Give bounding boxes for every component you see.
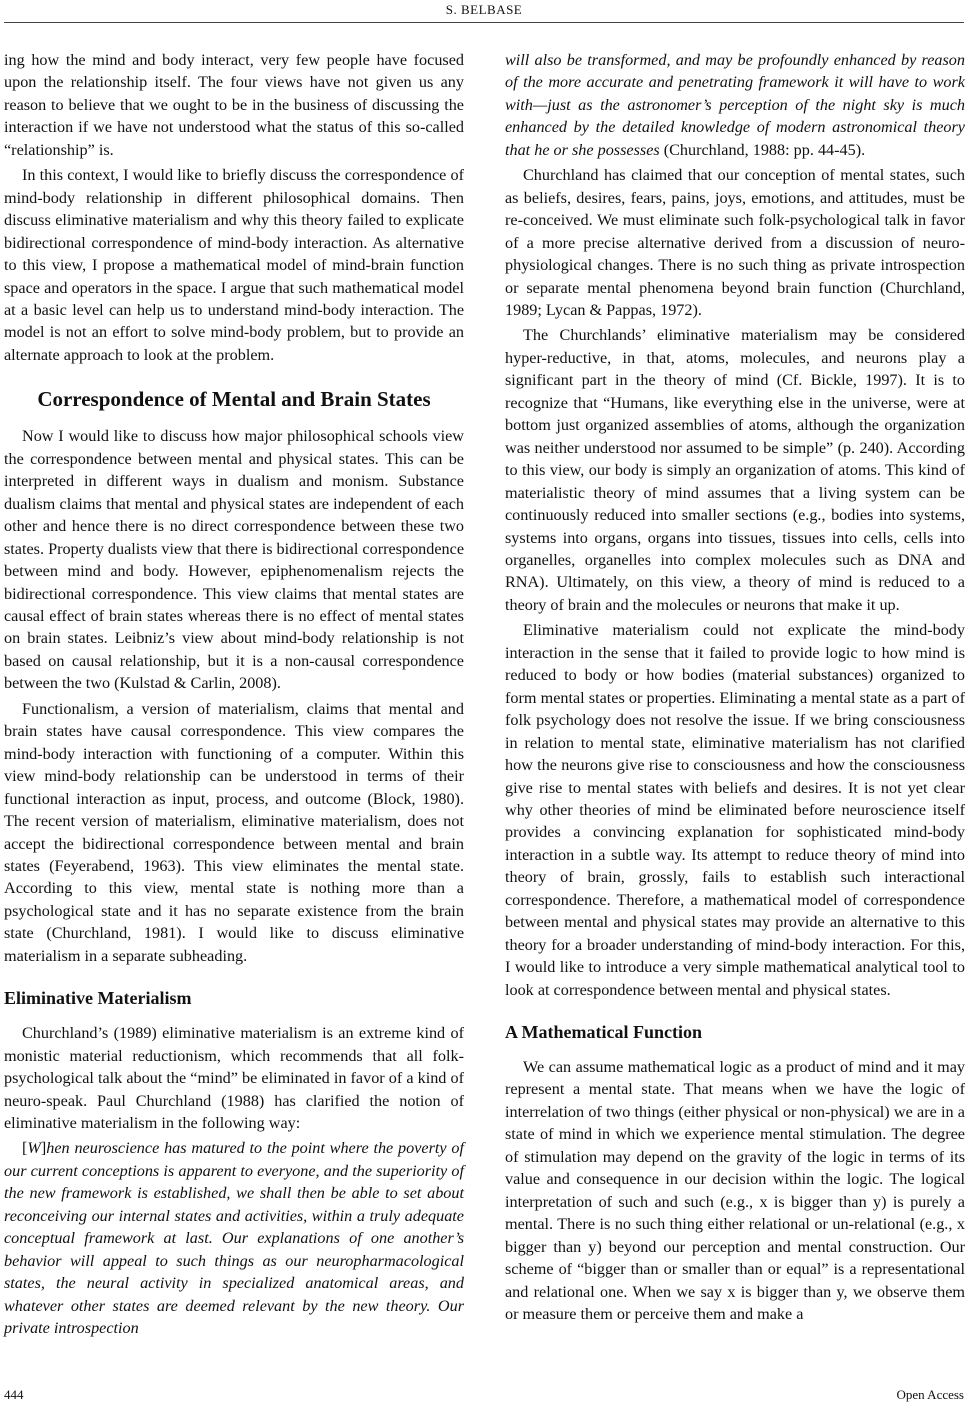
paragraph: Now I would like to discuss how major philosophical schools view the correspondence between mental and physical states. This can be interpreted in different ways in dualism and monism. Substance dualism claims that mental and physical states are independent of each other and hence there is no direct correspondence between these two states. Property dualists view that there is bidirectional correspondence between mind and body. However, epiphenomenalism rejects the bidirectional correspondence. This view claims that mental states are causal effect of brain states whereas there is no effect of mental states on brain states. Leibniz’s view about mind-body relationship is not based on causal relationship, but it is a non-causal correspondence between the two (Kulstad & Carlin, 2008). — [4, 427, 464, 693]
paragraph: The Churchlands’ eliminative materialism may be considered hyper-reductive, in that, atoms, molecules, and neurons play a significant part in the theory of mind (Cf. Bickle, 1997). It is to recognize that “Humans, like everything else in the universe, were at bottom just organized assemblies of atoms, although the organization was neither understood nor assumed to be simple” (p. 240). According to this view, our body is simply an organization of atoms. This kind of materialistic theory of mind assumes that a living system can be continuously reduced into smaller sections (e.g., bodies into systems, systems into organs, organs into tissues, tissues into cells, cells into organelles, organelles into complex molecules such as DNA and RNA). Ultimately, on this view, a theory of mind is reduced to a theory of brain and the molecules or neurons that make it up. — [505, 326, 965, 614]
running-head: S. BELBASE — [445, 2, 523, 17]
section-heading: Eliminative Materialism — [4, 988, 192, 1009]
paragraph: Churchland has claimed that our conception of mental states, such as beliefs, desires, fears, pains, joys, emotions, and attitudes, must be re-conceived. We must eliminate such folk-psychological talk in favor of a more precise alternative derived from a discussion of neuro-physiological changes. There is no such thing as private introspection or separate mental phenomena beyond brain function (Churchland, 1989; Lycan & Pappas, 1972). — [505, 166, 965, 319]
section-heading: A Mathematical Function — [505, 1022, 702, 1043]
paragraph: ing how the mind and body interact, very few people have focused upon the relationship itself. The four views have not given us any reason to believe that we ought to be in the business of discussing the interaction if we have not understood what the status of this so-called “relationship” is. — [4, 51, 464, 159]
paragraph: We can assume mathematical logic as a product of mind and it may represent a mental state. That means when we have the logic of interrelation of two things (either physical or non-physical) we are in a state of mind in which we experience mental stimulation. The degree of stimulation may depend on the gravity of the logic in terms of its value and consequence in our decision within the logic. The logical interpretation of such and such (e.g., x is bigger than y) is purely a mental. There is no such thing either relational or un-relational (e.g., x bigger than y) beyond our perception and mental construction. Our scheme of “bigger than or smaller than or equal” is a representational and relational one. When we say x is bigger than y, we observe them or measure them or perceive them and make a — [505, 1058, 965, 1324]
paragraph: In this context, I would like to briefly discuss the correspondence of mind-body relationship in different philosophical domains. Then discuss eliminative materialism and why this theory failed to explicate bidirectional correspondence of mind-body interaction. As alternative to this view, I propose a mathematical model of mind-brain function space and operators in the space. I argue that such mathematical model at a basic level can help us to understand mind-body interaction. The model is not an effort to solve mind-body problem, but to provide an alternate approach to look at the problem. — [4, 166, 464, 364]
publisher-label: Open Access — [896, 1387, 964, 1402]
paragraph: Churchland’s (1989) eliminative materialism is an extreme kind of monistic material reductionism, which recommends that all folk-psychological talk about the “mind” be eliminated in favor of a kind of neuro-speak. Paul Churchland (1988) has clarified the notion of eliminative materialism in the following way: — [4, 1024, 464, 1133]
right-column — [505, 49, 965, 1325]
left-column — [4, 49, 464, 1340]
paragraph: Functionalism, a version of materialism, claims that mental and brain states have causal correspondence. This view compares the mind-body interaction with functioning of a computer. Within this view mind-body relationship can be understood in terms of their functional interaction as input, process, and outcome (Block, 1980). The recent version of materialism, eliminative materialism, does not accept the bidirectional correspondence between mental and brain states (Feyerabend, 1963). This view eliminates the mental state. According to this view, mental state is nothing more than a psychological state and it has no separate existence from the brain state (Churchland, 1981). I would like to discuss eliminative materialism in a separate subheading. — [4, 699, 464, 965]
paragraph: Eliminative materialism could not explicate the mind-body interaction in the sense that it failed to provide logic to how mind is reduced to body or how bodies (material substances) organized to form mental states or properties. Eliminating a mental state as a part of folk psychology does not resolve the issue. If we bring consciousness in relation to mental state, eliminative materialism has not clarified how the neurons give rise to consciousness and how the consciousness give rise to mental states with beliefs and desires. It is not yet clear why other theories of mind be eliminated before neuroscience itself provides a convincing explanation for sophisticated mind-body interaction in a subtle way. Its attempt to reduce theory of mind into theory of brain, grossly, fails to establish such interactional correspondence. Therefore, a mathematical model of correspondence between mental and physical states may provide an alternative to this theory for a broader understanding of mind-body interaction. For this, I would like to introduce a very simple mathematical analytical tool to look at correspondence between mental and physical states. — [505, 621, 965, 999]
block-quote-continued: will also be transformed, and may be profoundly enhanced by reason of the more accurate and penetrating framework it will have to work with—just as the astronomer’s perception of the night sky is much enhanced by the detailed knowledge of modern astronomical theory that he or she possesses (Churchland, 1988: pp. 44-45). — [505, 51, 965, 159]
page-number: 444 — [4, 1387, 24, 1402]
block-quote: [W]hen neuroscience has matured to the point where the poverty of our current conceptions is apparent to everyone, and the superiority of the new framework is established, we shall then be able to set about reconceiving our internal states and activities, within a truly adequate conceptual framework at last. Our explanations of one another’s behavior will appeal to such things as our neuropharmacological states, the neural activity in specialized anatomical areas, and whatever other states are deemed relevant by the new theory. Our private introspection — [4, 1139, 464, 1338]
header-rule — [4, 22, 964, 23]
section-heading: Correspondence of Mental and Brain States — [37, 387, 431, 412]
